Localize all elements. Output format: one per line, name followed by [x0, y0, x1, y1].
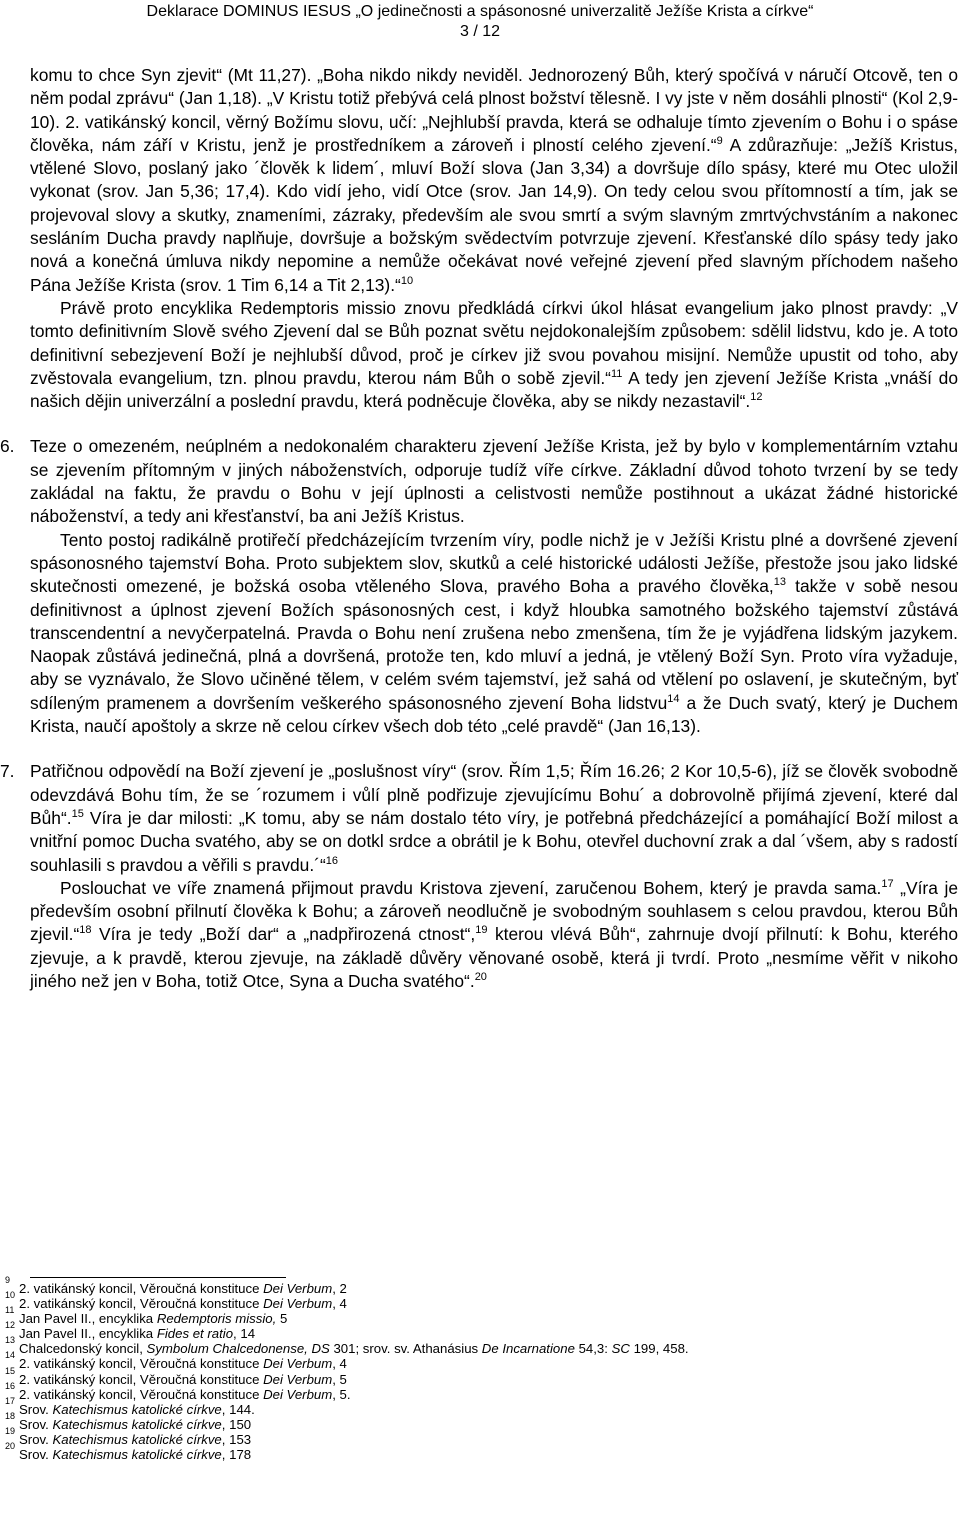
footnote-ref[interactable]: 13	[773, 576, 786, 589]
section-6	[0, 435, 959, 738]
section-6-paragraph-1: Teze o omezeném, neúplném a nedokonalém charakteru zjevení Ježíše Krista, jež by bylo v komplementárním vztahu se zjevením přítomným v jiných náboženstvích, odporuje tudíž víře církve. Základní důvod tohoto tvrzení by se tedy zakládal na faktu, že pravdu o Bohu v její úplnosti a celistvosti nemůže postihnout a ukázat žádné historické náboženství, a tedy ani křesťanství, ba ani Ježíš Kristus.	[30, 436, 958, 527]
section-7-paragraph-2: Poslouchat ve víře znamená přijmout pravdu Kristova zjevení, zaručenou Bohem, který je pravda sama.$^{17}$ „Víra je především osobní přilnutí člověka k Bohu; a zároveň neodlučně je svobodným souhlasem s celou pravdou, kterou Bůh zjevil.“$^{18}$ Víra je tedy „Boží dar“ a „nadpřirozená ctnost“,$^{19}$ kterou vlévá Bůh“, zahrnuje dvojí přilnutí: k Bohu, kterého zjevuje, a k pravdě, kterou zjevuje, na základě důvěry věnované osobě, která ji tvrdí. Proto „nesmíme věřit v nikoho jiného než jen v Boha, totiž Otce, Syna a Ducha svatého“.$^{20}$	[30, 877, 959, 991]
footnote: 18 Srov. Katechismus katolické církve, 150	[5, 1410, 252, 1432]
footnote-ref[interactable]: 16	[325, 854, 339, 867]
section-7	[0, 760, 959, 993]
footnote: 12 Jan Pavel II., encyklika Fides et ratio, 14	[5, 1320, 256, 1342]
section-number: 6.	[0, 436, 15, 457]
footnote-ref[interactable]: 18	[79, 924, 92, 937]
footnote: 17 Srov. Katechismus katolické církve, 144.	[5, 1395, 255, 1417]
footnote: 13 Chalcedonský koncil, Symbolum Chalcedonense, DS 301; srov. sv. Athanásius De Incarnatione 54,3: SC 199, 458.	[5, 1335, 689, 1357]
footnote: 14 2. vatikánský koncil, Věroučná konstituce Dei Verbum, 4	[5, 1350, 347, 1372]
footnote-ref[interactable]: 9	[716, 135, 723, 148]
footnote-ref[interactable]: 17	[881, 878, 894, 890]
footnotes	[5, 1275, 945, 1463]
footnote: 11 Jan Pavel II., encyklika Redemptoris missio, 5	[5, 1305, 288, 1327]
document-body	[0, 64, 959, 993]
page-number: 3 / 12	[459, 23, 501, 40]
footnote-ref[interactable]: 14	[667, 692, 680, 705]
footnote-separator	[30, 1277, 286, 1278]
section-number: 7.	[0, 761, 15, 782]
paragraph-intro: komu to chce Syn zjevit“ (Mt 11,27). „Boha nikdo nikdy neviděl. Jednorozený Bůh, který spočívá v náručí Otcově, ten o něm podal zprávu“ (Jan 1,18). „V Kristu totiž přebývá celá plnost božství tělesně. I vy jste v něm dosáhli plnosti“ (Kol 2,9-10). 2. vatikánský koncil, věrný Božímu slovu, učí: „Nejhlubší pravda, která se odhaluje tímto zjevením o Bohu i o spáse člověka, nám září v Kristu, jenž je prostředníkem a zároveň i plností celého zjevení.“$^9$ A zdůrazňuje: „Ježíš Kristus, vtělené Slovo, poslaný jako ´člověk k lidem´, mluví Boží slova (Jan 3,34) a dovršuje dílo spásy, které mu Otec uložil vykonat (srov. Jan 5,36; 17,4). Kdo vidí jeho, vidí Otce (srov. Jan 14,9). On tedy celou svou přítomností a tím, jak se projevoval slovy a skutky, znameními, zázraky, především ale svou smrtí a svým slavným zmrtvýchvstáním a nakonec sesláním Ducha pravdy naplňuje, dovršuje a božským svědectvím potvrzuje zjevení. Křesťanské dílo spásy tedy jako nová a konečná úmluva nikdy nepomine a nemůže očekávat nové veřejné zjevení před slavným příchodem našeho Pána Ježíše Krista (srov. 1 Tim 6,14 a Tit 2,13).“$^{10}$	[30, 65, 958, 295]
footnote-ref[interactable]: 19	[475, 924, 488, 937]
footnote: 9 2. vatikánský koncil, Věroučná konstituce Dei Verbum, 2	[5, 1275, 347, 1296]
footnote-ref[interactable]: 11	[610, 368, 623, 381]
footnote-ref[interactable]: 15	[71, 808, 84, 821]
footnote: 10 2. vatikánský koncil, Věroučná konstituce Dei Verbum, 4	[5, 1290, 347, 1312]
section-6-paragraph-2: Tento postoj radikálně protiřečí předcházejícím tvrzením víry, podle nichž je v Ježíši Kristu plné a dovršené zjevení spásonosného tajemství Boha. Proto subjektem slov, skutků a celé historické události Ježíše, přestože jsou jako lidské skutečnosti omezené, je božská osoba vtěleného Slova, pravého Boha a pravého člověka,$^{13}$ takže v sobě nesou definitivnost a úplnost zjevení Božích spásonosných cest, i když hloubka samotného božského tajemství zůstává transcendentní a nevyčerpatelná. Pravda o Bohu není zrušena nebo zmenšena, tím že je vyjádřena lidským jazykem. Naopak zůstává jedinečná, plná a dovršená, protože ten, kdo mluví a jedná, je vtělený Boží Syn. Proto víra vyžaduje, aby se vyznávalo, že Slovo učiněné tělem, v celém svém tajemství, jež sahá od vtělení po oslavení, je skutečným, byť sdíleným pramenem a dovršením veškerého spásonosného zjevení Boha lidstvu$^{14}$ a že Duch svatý, který je Duchem Krista, naučí apoštoly a skrze ně celou církev všech dob této „celé pravdě“ (Jan 16,13).	[30, 529, 959, 737]
document-title: Deklarace DOMINUS IESUS „O jedinečnosti a spásonosné univerzalitě Ježíše Krista a církve“	[146, 3, 814, 20]
footnote-ref[interactable]: 10	[400, 274, 414, 287]
footnote: 20 Srov. Katechismus katolické církve, 178	[5, 1441, 252, 1463]
footnote: 16 2. vatikánský koncil, Věroučná konstituce Dei Verbum, 5.	[5, 1380, 351, 1402]
section-7-paragraph-1: Patřičnou odpovědí na Boží zjevení je „poslušnost víry“ (srov. Řím 1,5; Řím 16.26; 2 Kor 10,5-6), jíž se člověk svobodně odevzdává Bohu tím, že se ´rozumem i vůlí plně podřizuje zjevujícímu Bohu´ a dobrovolně přijímá zjevení, které dal Bůh“.$^{15}$ Víra je dar milosti: „K tomu, aby se nám dostalo této víry, je potřebná předcházející a pomáhající Boží milost a vnitřní pomoc Ducha svatého, aby se on dotkl srdce a obrátil je k Bohu, otevřel duchovní zrak a dal ´všem, aby s radostí souhlasili s pravdou a věřili s pravdu.´“$^{16}$	[30, 761, 958, 875]
footnote: 19 Srov. Katechismus katolické církve, 153	[5, 1425, 252, 1447]
footnote-ref[interactable]: 20	[474, 971, 487, 984]
footnote-ref[interactable]: 12	[750, 391, 763, 404]
page-header	[0, 0, 960, 42]
paragraph-redemptoris: Právě proto encyklika Redemptoris missio znovu předkládá církvi úkol hlásat evangelium jako plnost pravdy: „V tomto definitivním Slově svého Zjevení dal se Bůh poznat světu nejdokonalejším způsobem: sdělil lidstvu, kdo je. A toto definitivní sebezjevení Boží je nejhlubší důvod, proč je církev již svou povahou misijní. Nemůže upustit od toho, aby zvěstovala evangelium, tzn. plnou pravdu, kterou nám Bůh o sobě zjevil.“$^{11}$ A tedy jen zjevení Ježíše Krista „vnáší do našich dějin univerzální a poslední pravdu, která podněcuje člověka, aby se nikdy nezastavil“.$^{12}$	[30, 297, 958, 412]
footnote: 15 2. vatikánský koncil, Věroučná konstituce Dei Verbum, 5	[5, 1365, 347, 1387]
